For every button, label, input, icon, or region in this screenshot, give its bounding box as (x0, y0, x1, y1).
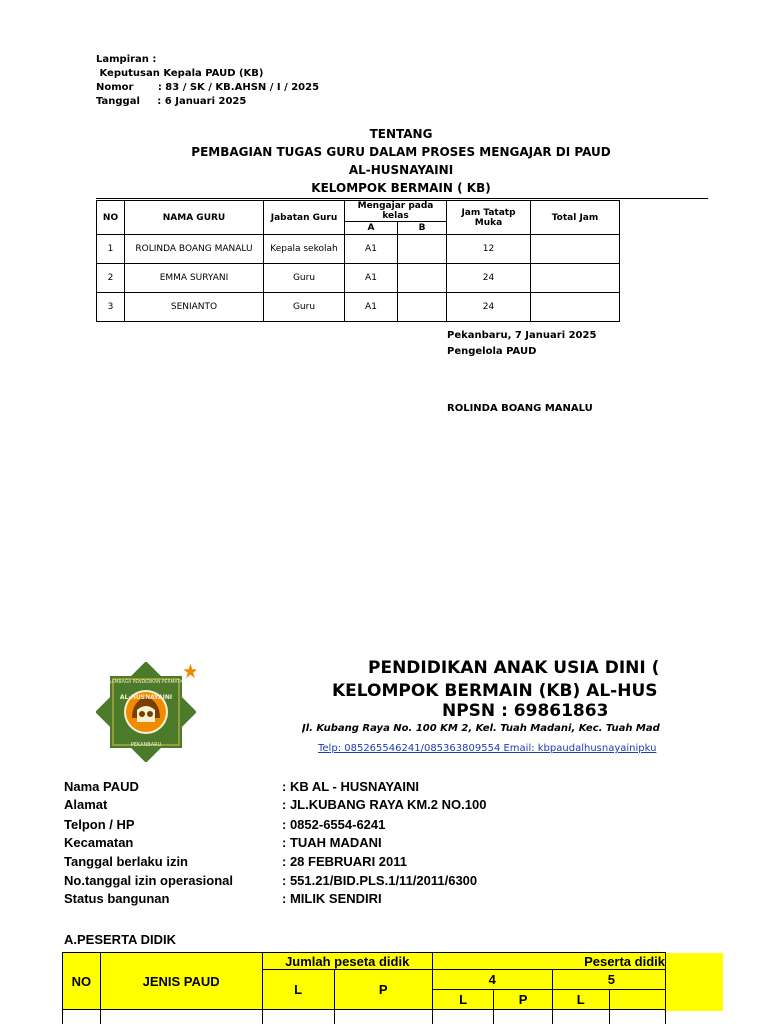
profile-label: Alamat (64, 797, 108, 812)
peserta-header-didik-label: Peserta didik (584, 953, 665, 969)
peserta-table (62, 952, 666, 1024)
peserta-header-didik (432, 953, 665, 970)
profile-value: : MILIK SENDIRI (282, 891, 382, 906)
cell-total (531, 293, 620, 322)
cell-b (398, 235, 447, 264)
col-header-b: B (398, 222, 447, 235)
table-row (97, 264, 620, 293)
keputusan-line: Keputusan Kepala PAUD (KB) (96, 68, 264, 79)
col-header-jabatan: Jabatan Guru (264, 201, 345, 235)
school-logo (96, 662, 196, 762)
letterhead-line2: KELOMPOK BERMAIN (KB) AL-HUS (332, 681, 658, 701)
title-tentang: TENTANG (369, 127, 433, 141)
letterhead-line1: PENDIDIKAN ANAK USIA DINI ( (368, 658, 660, 678)
peserta-header-jumlah: Jumlah peseta didik (262, 953, 432, 970)
peserta-cell (552, 1010, 609, 1024)
peserta-header-l-age5: L (552, 990, 609, 1010)
title-kelompok: KELOMPOK BERMAIN ( KB) (311, 181, 491, 195)
signature-role: Pengelola PAUD (447, 346, 537, 357)
cell-no: 2 (97, 264, 125, 293)
cell-jabatan: Guru (264, 264, 345, 293)
col-header-a: A (345, 222, 398, 235)
peserta-header-no: NO (63, 953, 101, 1010)
logo-text-mid: AL-HUSNAYAINI (119, 694, 173, 701)
letterhead-address: Jl. Kubang Raya No. 100 KM 2, Kel. Tuah Madani, Kec. Tuah Mad (302, 723, 660, 734)
peserta-header-l-age4: L (432, 990, 494, 1010)
letterhead-npsn: NPSN : 69861863 (442, 701, 609, 721)
col-header-jam: Jam Tatatp Muka (447, 201, 531, 235)
tanggal-line: Tanggal : 6 Januari 2025 (96, 96, 247, 107)
peserta-cell (262, 1010, 334, 1024)
profile-label: Telpon / HP (64, 817, 135, 832)
cell-b (398, 264, 447, 293)
profile-label: Tanggal berlaku izin (64, 854, 189, 869)
cell-jam: 24 (447, 293, 531, 322)
cell-a: A1 (345, 235, 398, 264)
cell-nama: SENIANTO (125, 293, 264, 322)
logo-text-bottom: PEKANBARU (130, 742, 162, 748)
col-header-mengajar: Mengajar pada kelas (345, 201, 447, 222)
cell-no: 1 (97, 235, 125, 264)
peserta-header-age5: 5 (552, 970, 665, 990)
cell-b (398, 293, 447, 322)
teacher-assignment-table (96, 200, 620, 322)
profile-label: Nama PAUD (64, 779, 139, 794)
cell-nama: ROLINDA BOANG MANALU (125, 235, 264, 264)
peserta-header-p-age5 (609, 990, 665, 1010)
header-overflow-fill (664, 953, 723, 1011)
title-school: AL-HUSNAYAINI (348, 163, 454, 177)
logo-text-top: LEMBAGA PENDIDIKAN PERMATA (109, 680, 183, 685)
peserta-cell (63, 1010, 101, 1024)
cell-total (531, 264, 620, 293)
profile-value: : 0852-6554-6241 (282, 817, 386, 832)
nomor-line: Nomor : 83 / SK / KB.AHSN / I / 2025 (96, 82, 320, 93)
peserta-cell (494, 1010, 552, 1024)
cell-a: A1 (345, 293, 398, 322)
peserta-cell (609, 1010, 665, 1024)
lampiran-label: Lampiran : (96, 54, 157, 65)
section-title-peserta: A.PESERTA DIDIK (64, 932, 176, 947)
cell-jam: 24 (447, 264, 531, 293)
peserta-header-age4: 4 (432, 970, 552, 990)
profile-label: Kecamatan (64, 835, 134, 850)
profile-label: Status bangunan (64, 891, 170, 906)
peserta-cell (100, 1010, 262, 1024)
profile-value: : TUAH MADANI (282, 835, 382, 850)
cell-a: A1 (345, 264, 398, 293)
peserta-header-p-age4: P (494, 990, 552, 1010)
profile-value: : JL.KUBANG RAYA KM.2 NO.100 (282, 797, 487, 812)
profile-value: : 551.21/BID.PLS.1/11/2011/6300 (282, 873, 478, 888)
cell-jam: 12 (447, 235, 531, 264)
peserta-header-l: L (262, 970, 334, 1010)
profile-value: : KB AL - HUSNAYAINI (282, 779, 420, 794)
col-header-total: Total Jam (531, 201, 620, 235)
profile-label: No.tanggal izin operasional (64, 873, 234, 888)
peserta-header-jenis: JENIS PAUD (100, 953, 262, 1010)
table-row (97, 235, 620, 264)
title-pembagian: PEMBAGIAN TUGAS GURU DALAM PROSES MENGAJAR DI PAUD (191, 145, 611, 159)
signature-name: ROLINDA BOANG MANALU (447, 403, 593, 414)
table-row (63, 1010, 666, 1024)
peserta-table-clip (62, 952, 666, 1024)
table-top-rule (96, 198, 708, 199)
table-row (97, 293, 620, 322)
letterhead-contact-link[interactable]: Telp: 085265546241/085363809554 Email: kbpaudalhusnayainipku (318, 743, 657, 754)
cell-total (531, 235, 620, 264)
signature-place-date: Pekanbaru, 7 Januari 2025 (447, 330, 597, 341)
cell-nama: EMMA SURYANI (125, 264, 264, 293)
cell-jabatan: Guru (264, 293, 345, 322)
cell-no: 3 (97, 293, 125, 322)
col-header-nama: NAMA GURU (125, 201, 264, 235)
peserta-cell (334, 1010, 432, 1024)
profile-value: : 28 FEBRUARI 2011 (282, 854, 407, 869)
peserta-header-p: P (334, 970, 432, 1010)
cell-jabatan: Kepala sekolah (264, 235, 345, 264)
peserta-cell (432, 1010, 494, 1024)
col-header-no: NO (97, 201, 125, 235)
